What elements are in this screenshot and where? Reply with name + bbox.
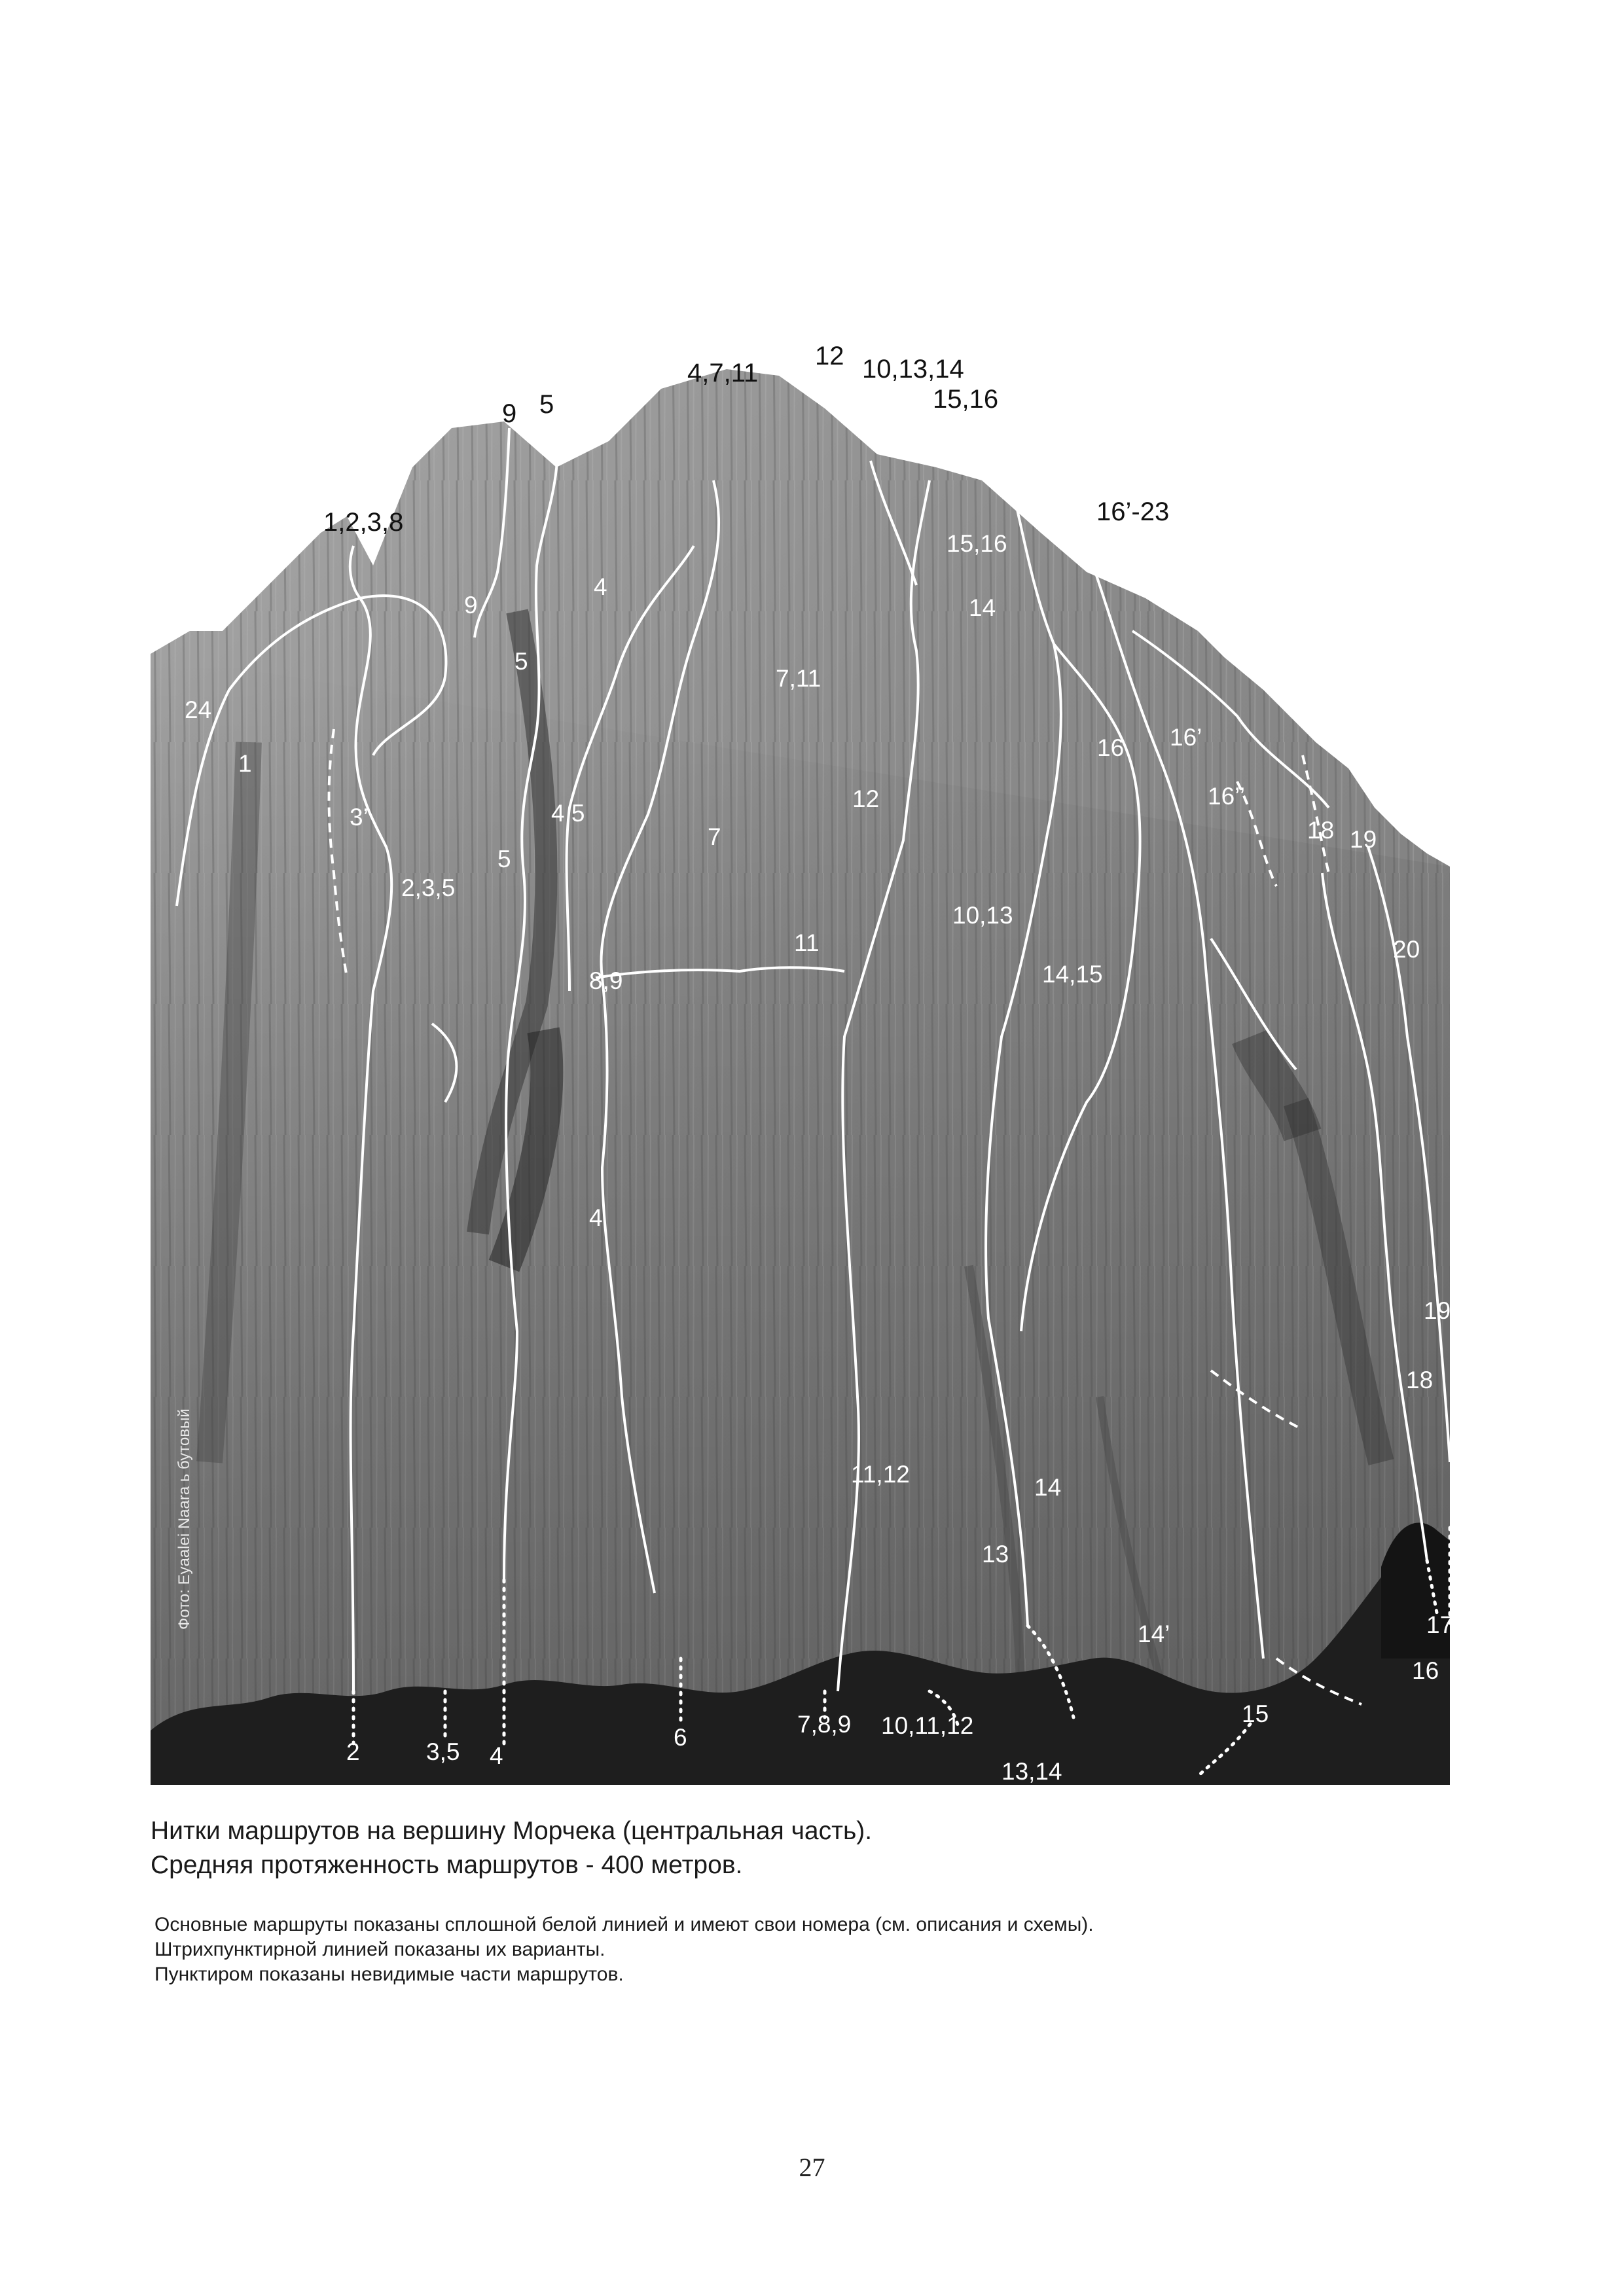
photo-credit: Фото: Eyaalei Naara ь бутовый xyxy=(175,1408,193,1630)
route-label: 10,13 xyxy=(952,902,1013,929)
notes-line-2: Штрихпунктирной линией показаны их варианты. xyxy=(154,1939,605,1960)
route-label: 10,11,12 xyxy=(881,1712,974,1739)
notes-line-1: Основные маршруты показаны сплошной белой линией и имеют свои номера (см. описания и схемы). xyxy=(154,1914,1094,1935)
route-label: 4 xyxy=(589,1204,603,1231)
route-label: 16 xyxy=(1097,734,1125,761)
caption-line-2: Средняя протяженность маршрутов - 400 метров. xyxy=(151,1851,743,1879)
route-label: 14,15 xyxy=(1042,961,1103,988)
route-label: 19 xyxy=(1424,1297,1451,1324)
route-label: 4 xyxy=(594,573,607,600)
route-label: 4,5 xyxy=(551,800,585,827)
route-label: 16’’ xyxy=(1208,783,1245,810)
route-label: 1 xyxy=(238,750,252,777)
route-label: 2,3,5 xyxy=(401,874,456,901)
figure-caption xyxy=(151,1814,1394,1882)
route-label: 20 xyxy=(1393,936,1420,963)
page-number: 27 xyxy=(799,2153,825,2182)
route-label: 16’-23 xyxy=(1096,497,1170,526)
route-label: 13 xyxy=(982,1541,1009,1568)
route-label: 14’ xyxy=(1138,1621,1170,1647)
route-label: 24 xyxy=(185,696,212,723)
caption-line-1: Нитки маршрутов на вершину Морчека (центральная часть). xyxy=(151,1817,873,1845)
route-label: 9 xyxy=(502,399,517,428)
route-label: 3’ xyxy=(350,804,369,831)
route-label: 12 xyxy=(852,785,880,812)
route-label: 7 xyxy=(708,823,721,850)
route-label: 5 xyxy=(497,846,511,872)
route-label: 17 xyxy=(1426,1611,1454,1638)
route-label: 18 xyxy=(1406,1367,1434,1393)
route-label: 23 xyxy=(1373,732,1400,759)
cliff-photo xyxy=(151,350,1450,1785)
route-label: 12 xyxy=(815,342,844,370)
route-label: 16’ xyxy=(1170,724,1202,751)
route-label: 7,11 xyxy=(776,665,821,692)
route-label: 7,8,9 xyxy=(797,1711,852,1738)
route-label: 4 xyxy=(490,1742,503,1769)
route-label: 9 xyxy=(464,592,478,619)
route-label: 5 xyxy=(539,390,554,419)
route-label: 4,7,11 xyxy=(687,359,759,387)
route-label: 11,12 xyxy=(851,1461,910,1488)
route-label: 15,16 xyxy=(947,530,1007,557)
route-label: 11 xyxy=(794,929,820,956)
route-label: 13,14 xyxy=(1001,1758,1062,1785)
route-label: 10,13,14 xyxy=(862,355,964,384)
route-label: 15 xyxy=(1242,1700,1269,1727)
route-label: 14 xyxy=(969,594,996,621)
route-label: 8,9 xyxy=(589,967,623,994)
route-label: 1,2,3,8 xyxy=(323,508,404,537)
route-label: 18 xyxy=(1307,817,1335,844)
route-label: 16 xyxy=(1412,1657,1439,1684)
route-label: 19 xyxy=(1350,826,1377,853)
route-label: 14 xyxy=(1034,1474,1062,1501)
notes-line-3: Пунктиром показаны невидимые части маршрутов. xyxy=(154,1964,624,1985)
route-label: 15,16 xyxy=(933,385,999,414)
legend-notes xyxy=(154,1912,1398,1987)
route-label: 6 xyxy=(674,1724,687,1751)
route-label: 5 xyxy=(514,648,528,675)
route-label: 2 xyxy=(346,1738,360,1765)
route-label: 3,5 xyxy=(426,1738,460,1765)
